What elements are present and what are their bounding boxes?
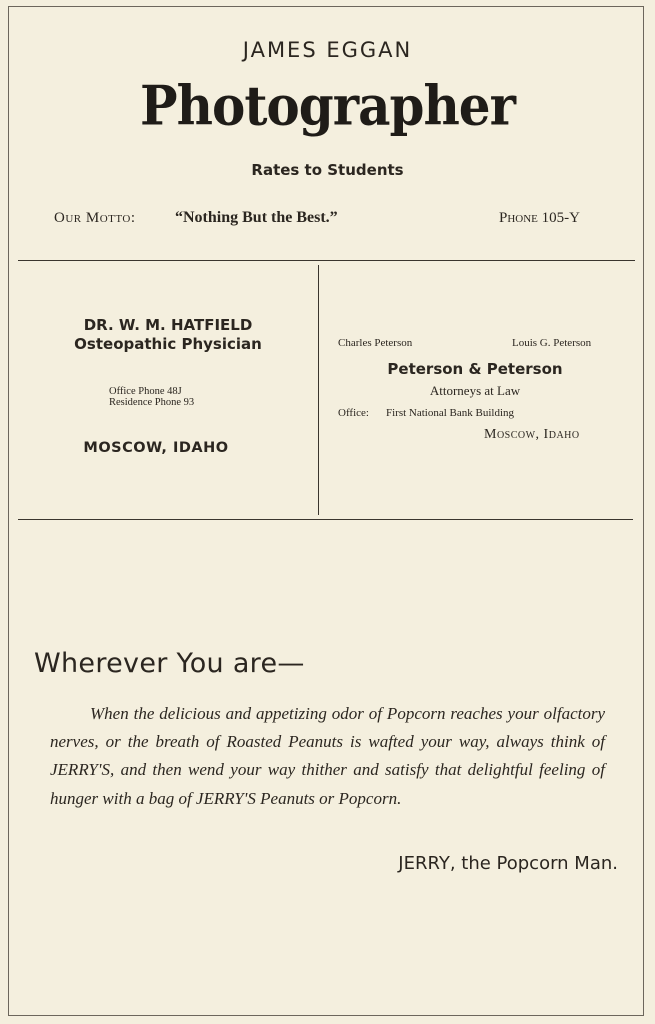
phone-number: Phone 105-Y	[499, 210, 580, 226]
partner-charles: Charles Peterson	[338, 337, 413, 349]
profession: Attorneys at Law	[429, 383, 521, 398]
jerry-signature: JERRY, the Popcorn Man.	[398, 853, 618, 874]
office-address: First National Bank Building	[386, 407, 515, 419]
hatfield-title: Osteopathic Physician	[74, 335, 262, 353]
firm-name: Peterson & Peterson	[387, 360, 563, 378]
partner-louis: Louis G. Peterson	[512, 337, 592, 349]
jerry-headline: Wherever You are—	[34, 648, 305, 679]
residence-phone: Residence Phone 93	[109, 397, 195, 408]
office-phone: Office Phone 48J	[109, 386, 182, 397]
photographer-name: JAMES EGGAN	[242, 38, 413, 62]
divider-middle	[318, 265, 319, 515]
office-label: Office:	[338, 407, 369, 419]
rates-text: Rates to Students	[251, 161, 404, 179]
motto-label: Our Motto:	[54, 210, 136, 226]
divider-top	[18, 260, 635, 261]
peterson-city: Moscow, Idaho	[484, 427, 580, 442]
hatfield-name: DR. W. M. HATFIELD	[83, 316, 253, 334]
jerry-body: When the delicious and appetizing odor of Popcorn reaches your olfactory nerves, or the breath of Roasted Peanuts is wafted your way, always think of JERRY'S, and then wend your way thither and satisfy that delightful feeling of hunger with a bag of JERRY'S Peanuts or Popcorn.	[50, 704, 605, 808]
photographer-heading: Photographer	[140, 73, 515, 138]
divider-bottom	[18, 519, 633, 520]
hatfield-city: MOSCOW, IDAHO	[83, 440, 229, 456]
motto-text: “Nothing But the Best.”	[175, 209, 338, 226]
